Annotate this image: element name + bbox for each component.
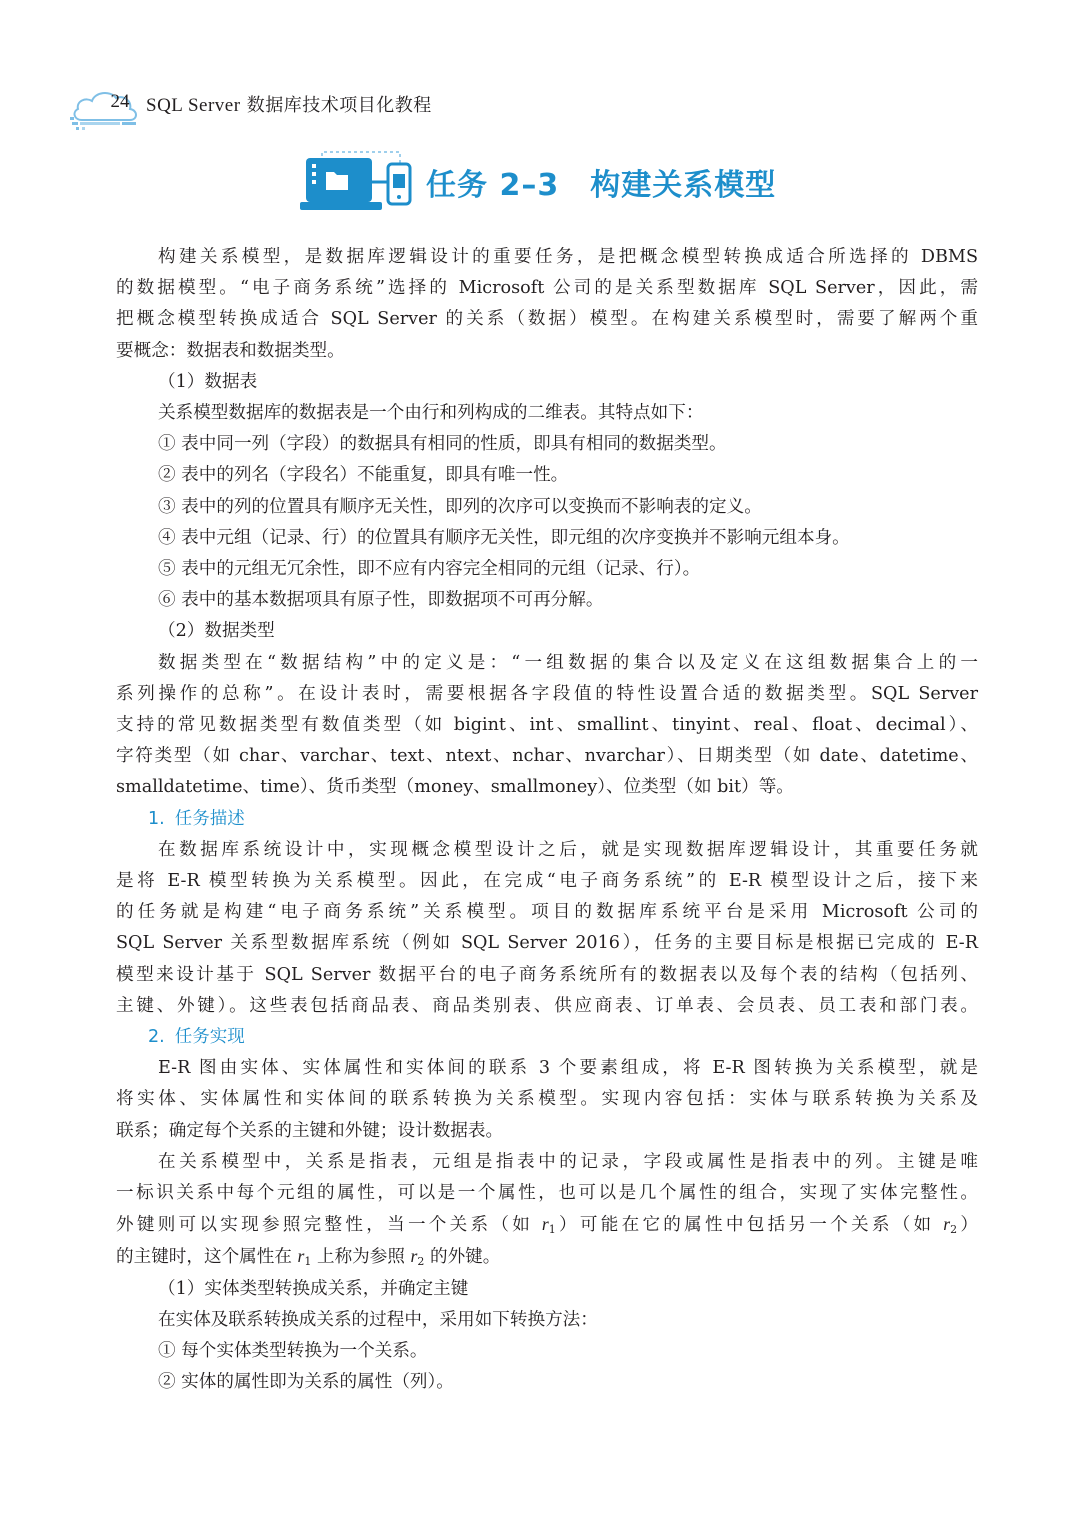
text-line: 数据类型在“数据结构”中的定义是：“一组数据的集合以及定义在这组数据集合上的一 <box>158 652 978 673</box>
implementation-paragraph <box>116 1053 978 1147</box>
text-run: 的主键时，这个属性在 <box>116 1247 298 1268</box>
text-line: 要概念：数据表和数据类型。 <box>116 340 345 361</box>
variable-r: r <box>297 1246 305 1267</box>
subscript: 1 <box>304 1255 312 1269</box>
text-line: 支持的常见数据类型有数值类型（如 bigint、int、smallint、tinyint、real、float、decimal）、 <box>116 715 978 736</box>
section-number: 2. <box>148 1027 165 1048</box>
list-item: ① 每个实体类型转换为一个关系。 <box>158 1341 428 1362</box>
list-item: ① 表中同一列（字段）的数据具有相同的性质，即具有相同的数据类型。 <box>158 434 727 455</box>
book-title <box>146 91 432 117</box>
text-run: 上称为参照 <box>311 1247 411 1268</box>
text-line: 是将 E-R 模型转换为关系模型。因此，在完成“电子商务系统”的 E-R 模型设计之后，接下来 <box>116 871 978 892</box>
section-number: 1. <box>148 808 165 829</box>
section-title: 任务描述 <box>174 808 245 829</box>
text-line <box>116 1241 978 1273</box>
section-heading-task-description <box>116 804 978 835</box>
running-header <box>70 86 570 130</box>
variable-r: r <box>410 1246 418 1267</box>
subheading-data-table: （1）数据表 <box>158 371 258 392</box>
text-run: 的外键。 <box>424 1247 501 1268</box>
list-item: ⑥ 表中的基本数据项具有原子性，即数据项不可再分解。 <box>158 590 604 611</box>
text-line: smalldatetime、time）、货币类型（money、smallmoney）、位类型（如 bit）等。 <box>116 777 794 798</box>
subscript: 2 <box>417 1255 425 1269</box>
text-line: 联系；确定每个关系的主键和外键；设计数据表。 <box>116 1120 504 1141</box>
text-line: SQL Server 关系型数据库系统（例如 SQL Server 2016），任务的主要目标是根据已完成的 E-R <box>116 933 978 954</box>
list-item: ⑤ 表中的元组无冗余性，即不应有内容完全相同的元组（记录、行）。 <box>158 559 701 580</box>
text-line: 在关系模型中，关系是指表，元组是指表中的记录，字段或属性是指表中的列。主键是唯 <box>158 1151 978 1172</box>
text-line: 主键、外键）。这些表包括商品表、商品类别表、供应商表、订单表、会员表、员工表和部门表。 <box>116 995 978 1016</box>
variable-r: r <box>943 1214 951 1235</box>
task-heading <box>296 150 816 216</box>
subscript: 2 <box>950 1223 958 1237</box>
laptop-transfer-icon <box>296 150 418 214</box>
list-item: ③ 表中的列的位置具有顺序无关性，即列的次序可以变换而不影响表的定义。 <box>158 496 762 517</box>
text-line: 一标识关系中每个元组的属性，可以是一个属性，也可以是几个属性的组合，实现了实体完整性。 <box>116 1183 978 1204</box>
text-line: 系列操作的总称”。在设计表时，需要根据各字段值的特性设置合适的数据类型。SQL Server <box>116 683 978 704</box>
text-line: 模型来设计基于 SQL Server 数据平台的电子商务系统所有的数据表以及每个表的结构（包括列、 <box>116 964 978 985</box>
subheading-entity-conversion: （1）实体类型转换成关系，并确定主键 <box>158 1278 469 1299</box>
text-line: 构建关系模型，是数据库逻辑设计的重要任务，是把概念模型转换成适合所选择的 DBMS <box>158 247 978 267</box>
task-title: 任务 2–3 构建关系模型 <box>426 168 777 203</box>
text-line: 在实体及联系转换成关系的过程中，采用如下转换方法： <box>158 1309 598 1330</box>
section-title: 任务实现 <box>174 1027 245 1048</box>
text-line: 的数据模型。“电子商务系统”选择的 Microsoft 公司的是关系型数据库 SQL Server，因此，需 <box>116 278 978 299</box>
section-heading-task-implementation <box>116 1022 978 1053</box>
intro-paragraph <box>116 242 978 367</box>
relation-paragraph <box>116 1147 978 1274</box>
book-title-en: SQL Server <box>146 95 241 116</box>
text-run: 外键则可以实现参照完整性，当一个关系（如 <box>116 1215 542 1236</box>
text-line <box>116 1209 978 1241</box>
page-body <box>116 242 978 1398</box>
text-line: 把概念模型转换成适合 SQL Server 的关系（数据）模型。在构建关系模型时，需要了解两个重 <box>116 309 978 330</box>
text-run: ） <box>957 1215 978 1236</box>
text-line: E-R 图由实体、实体属性和实体间的联系 3 个要素组成，将 E-R 图转换为关系模型，就是 <box>158 1058 978 1079</box>
subscript: 1 <box>548 1223 556 1237</box>
variable-r: r <box>541 1214 549 1235</box>
text-line: 的任务就是构建“电子商务系统”关系模型。项目的数据库系统平台是采用 Microsoft 公司的 <box>116 902 978 923</box>
description-paragraph <box>116 835 978 1022</box>
list-item: ④ 表中元组（记录、行）的位置具有顺序无关性，即元组的次序变换并不影响元组本身。 <box>158 527 850 548</box>
text-line: 在数据库系统设计中，实现概念模型设计之后，就是实现数据库逻辑设计，其重要任务就 <box>158 839 978 860</box>
subheading-data-type: （2）数据类型 <box>158 621 275 642</box>
text-line: 关系模型数据库的数据表是一个由行和列构成的二维表。其特点如下： <box>158 403 704 424</box>
list-item: ② 表中的列名（字段名）不能重复，即具有唯一性。 <box>158 465 569 486</box>
data-type-paragraph <box>116 648 978 804</box>
text-line: 字符类型（如 char、varchar、text、ntext、nchar、nvarchar）、日期类型（如 date、datetime、 <box>116 746 978 767</box>
list-item: ② 实体的属性即为关系的属性（列）。 <box>158 1372 454 1393</box>
text-run: ）可能在它的属性中包括另一个关系（如 <box>555 1215 944 1236</box>
page-number: 24 <box>110 91 130 112</box>
text-line: 将实体、实体属性和实体间的联系转换为关系模型。实现内容包括：实体与联系转换为关系及 <box>116 1089 978 1110</box>
book-title-zh: 数据库技术项目化教程 <box>240 95 432 116</box>
